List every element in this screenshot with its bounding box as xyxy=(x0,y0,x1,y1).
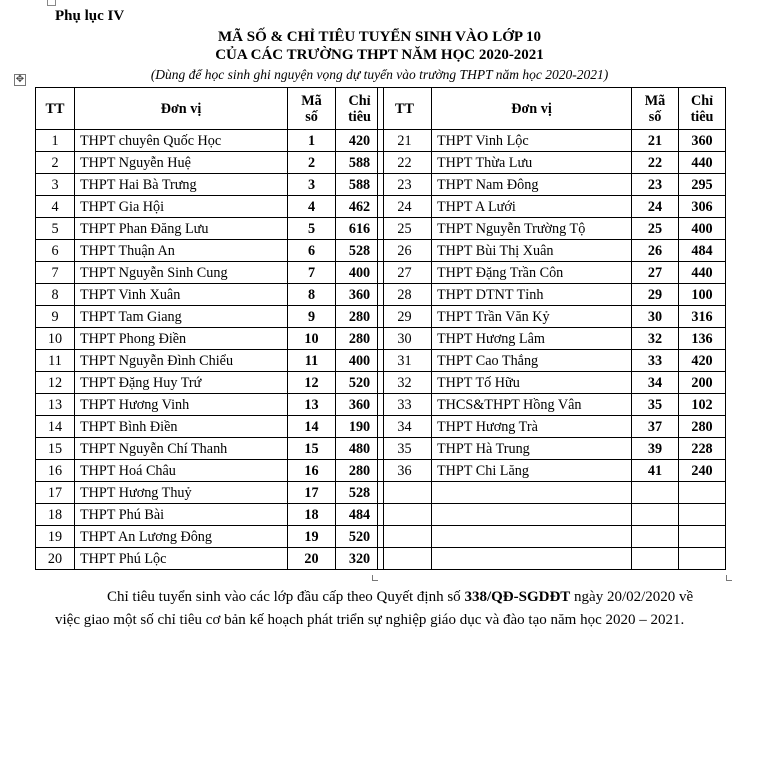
cell-code: 4 xyxy=(288,196,336,218)
cell-code xyxy=(632,504,679,526)
cell-tt: 16 xyxy=(36,460,75,482)
cell-unit xyxy=(432,482,632,504)
cell-unit: THPT Thuận An xyxy=(75,240,288,262)
cell-code: 14 xyxy=(288,416,336,438)
cell-tt: 9 xyxy=(36,306,75,328)
table-row xyxy=(378,174,726,196)
cell-tt: 5 xyxy=(36,218,75,240)
cell-code: 23 xyxy=(632,174,679,196)
table-row xyxy=(378,438,726,460)
cell-tt: 17 xyxy=(36,482,75,504)
cell-tt: 2 xyxy=(36,152,75,174)
cell-code: 30 xyxy=(632,306,679,328)
cell-unit: THPT Nguyễn Chí Thanh xyxy=(75,438,288,460)
cell-quota: 190 xyxy=(336,416,384,438)
cell-quota: 360 xyxy=(336,284,384,306)
cell-unit: THPT Chi Lăng xyxy=(432,460,632,482)
subtitle: (Dùng để học sinh ghi nguyện vọng dự tuyển vào trường THPT năm học 2020-2021) xyxy=(150,67,609,82)
cell-quota: 440 xyxy=(679,262,726,284)
table-row xyxy=(378,350,726,372)
cell-tt: 21 xyxy=(378,130,432,152)
table-header-row xyxy=(378,88,726,130)
table-row xyxy=(36,328,384,350)
table-row xyxy=(378,504,726,526)
title-line-2: CỦA CÁC TRƯỜNG THPT NĂM HỌC 2020-2021 xyxy=(215,47,544,63)
cell-tt: 30 xyxy=(378,328,432,350)
table-row xyxy=(378,460,726,482)
table-row xyxy=(36,284,384,306)
cell-tt xyxy=(378,504,432,526)
cell-code: 22 xyxy=(632,152,679,174)
table-row xyxy=(36,548,384,570)
cell-unit: THCS&THPT Hồng Vân xyxy=(432,394,632,416)
cell-unit: THPT Tam Giang xyxy=(75,306,288,328)
cell-unit: THPT Hương Vinh xyxy=(75,394,288,416)
cell-quota: 528 xyxy=(336,482,384,504)
cell-code: 1 xyxy=(288,130,336,152)
cell-unit: THPT Vinh Lộc xyxy=(432,130,632,152)
cell-unit xyxy=(432,548,632,570)
cell-unit: THPT Bùi Thị Xuân xyxy=(432,240,632,262)
table-row xyxy=(36,174,384,196)
cell-code: 5 xyxy=(288,218,336,240)
cell-quota: 280 xyxy=(679,416,726,438)
cell-tt: 10 xyxy=(36,328,75,350)
cell-quota: 420 xyxy=(679,350,726,372)
decision-number: 338/QĐ-SGDĐT xyxy=(464,589,571,605)
note-text-before: Chỉ tiêu tuyển sinh vào các lớp đầu cấp theo Quyết định số xyxy=(107,589,465,605)
cell-code xyxy=(632,526,679,548)
cell-quota: 400 xyxy=(679,218,726,240)
cell-unit: THPT Phan Đăng Lưu xyxy=(75,218,288,240)
cell-quota: 480 xyxy=(336,438,384,460)
cell-quota: 588 xyxy=(336,174,384,196)
cell-unit: THPT Bình Điền xyxy=(75,416,288,438)
cell-quota: 528 xyxy=(336,240,384,262)
table-end-mark xyxy=(726,575,732,581)
cell-tt: 6 xyxy=(36,240,75,262)
cell-quota: 520 xyxy=(336,526,384,548)
table-row xyxy=(36,196,384,218)
cell-unit xyxy=(432,504,632,526)
table-row xyxy=(378,372,726,394)
cell-code: 6 xyxy=(288,240,336,262)
cell-code: 19 xyxy=(288,526,336,548)
table-row xyxy=(378,526,726,548)
cell-quota: 520 xyxy=(336,372,384,394)
cell-unit: THPT Đặng Huy Trứ xyxy=(75,372,288,394)
cell-code: 27 xyxy=(632,262,679,284)
table-row xyxy=(36,504,384,526)
cell-tt xyxy=(378,548,432,570)
table-row xyxy=(36,438,384,460)
cell-quota: 280 xyxy=(336,328,384,350)
cell-quota: 400 xyxy=(336,350,384,372)
col-unit-header: Đơn vị xyxy=(75,88,288,130)
table-row xyxy=(378,152,726,174)
cell-quota: 295 xyxy=(679,174,726,196)
cell-unit: THPT Đặng Trần Côn xyxy=(432,262,632,284)
table-row xyxy=(36,152,384,174)
cell-code: 24 xyxy=(632,196,679,218)
cell-unit: THPT An Lương Đông xyxy=(75,526,288,548)
cell-unit: THPT Nguyễn Sinh Cung xyxy=(75,262,288,284)
table-row xyxy=(378,394,726,416)
cell-code: 16 xyxy=(288,460,336,482)
cell-quota: 280 xyxy=(336,306,384,328)
cell-tt: 27 xyxy=(378,262,432,284)
table-row xyxy=(378,284,726,306)
cell-quota: 588 xyxy=(336,152,384,174)
cell-tt: 24 xyxy=(378,196,432,218)
col-quota-header: Chỉ tiêu xyxy=(336,88,384,130)
cell-code: 32 xyxy=(632,328,679,350)
cell-unit: THPT Nam Đông xyxy=(432,174,632,196)
cell-unit: THPT Hương Lâm xyxy=(432,328,632,350)
cell-tt: 8 xyxy=(36,284,75,306)
cell-tt: 18 xyxy=(36,504,75,526)
cell-tt: 29 xyxy=(378,306,432,328)
cell-unit: THPT A Lưới xyxy=(432,196,632,218)
cell-tt: 12 xyxy=(36,372,75,394)
cell-quota: 240 xyxy=(679,460,726,482)
cell-code: 35 xyxy=(632,394,679,416)
table-row xyxy=(36,262,384,284)
cell-quota: 280 xyxy=(336,460,384,482)
cell-unit: THPT Phú Bài xyxy=(75,504,288,526)
cell-tt: 35 xyxy=(378,438,432,460)
cell-unit: THPT Hai Bà Trưng xyxy=(75,174,288,196)
cell-unit: THPT Tố Hữu xyxy=(432,372,632,394)
cell-tt: 20 xyxy=(36,548,75,570)
cell-code: 10 xyxy=(288,328,336,350)
cell-tt: 15 xyxy=(36,438,75,460)
table-row xyxy=(378,262,726,284)
table-row xyxy=(36,130,384,152)
cell-tt xyxy=(378,482,432,504)
table-move-handle-icon[interactable]: ✥ xyxy=(15,74,25,85)
cell-quota: 360 xyxy=(336,394,384,416)
table-header-row xyxy=(36,88,384,130)
cell-quota: 102 xyxy=(679,394,726,416)
cell-code: 29 xyxy=(632,284,679,306)
table-row xyxy=(36,394,384,416)
note-paragraph xyxy=(55,586,715,631)
cell-tt: 33 xyxy=(378,394,432,416)
cell-quota: 420 xyxy=(336,130,384,152)
cell-tt: 22 xyxy=(378,152,432,174)
cell-tt: 31 xyxy=(378,350,432,372)
cell-unit: THPT chuyên Quốc Học xyxy=(75,130,288,152)
cell-code xyxy=(632,548,679,570)
cell-code: 20 xyxy=(288,548,336,570)
cell-quota: 136 xyxy=(679,328,726,350)
cell-quota: 360 xyxy=(679,130,726,152)
note-text-after: ngày 20/02/2020 về việc giao một số chỉ tiêu cơ bản kế hoạch phát triển sự nghiệp giáo dục và đào tạo năm học 2020 – 2021. xyxy=(55,589,694,628)
cell-code: 8 xyxy=(288,284,336,306)
cell-quota xyxy=(679,548,726,570)
cell-code: 25 xyxy=(632,218,679,240)
table-row xyxy=(378,328,726,350)
cell-code: 15 xyxy=(288,438,336,460)
quota-table-left xyxy=(35,87,384,570)
table-row xyxy=(36,350,384,372)
cell-quota: 400 xyxy=(336,262,384,284)
cell-code: 21 xyxy=(632,130,679,152)
page-corner-mark xyxy=(47,0,56,6)
cell-quota: 316 xyxy=(679,306,726,328)
cell-tt: 19 xyxy=(36,526,75,548)
cell-unit: THPT Hoá Châu xyxy=(75,460,288,482)
table-row xyxy=(378,416,726,438)
cell-code: 26 xyxy=(632,240,679,262)
cell-code: 13 xyxy=(288,394,336,416)
cell-code: 9 xyxy=(288,306,336,328)
cell-tt: 7 xyxy=(36,262,75,284)
cell-unit: THPT Phong Điền xyxy=(75,328,288,350)
col-tt-header: TT xyxy=(378,88,432,130)
table-row xyxy=(36,416,384,438)
col-unit-header: Đơn vị xyxy=(432,88,632,130)
table-row xyxy=(36,372,384,394)
cell-tt: 23 xyxy=(378,174,432,196)
cell-unit: THPT Thừa Lưu xyxy=(432,152,632,174)
appendix-label: Phụ lục IV xyxy=(55,8,125,24)
cell-tt: 36 xyxy=(378,460,432,482)
table-row xyxy=(378,218,726,240)
table-row xyxy=(36,460,384,482)
table-row xyxy=(36,482,384,504)
cell-unit: THPT Phú Lộc xyxy=(75,548,288,570)
cell-code: 41 xyxy=(632,460,679,482)
cell-tt: 11 xyxy=(36,350,75,372)
cell-tt: 26 xyxy=(378,240,432,262)
cell-tt xyxy=(378,526,432,548)
table-row xyxy=(378,306,726,328)
cell-code xyxy=(632,482,679,504)
cell-code: 39 xyxy=(632,438,679,460)
table-row xyxy=(378,240,726,262)
cell-quota: 100 xyxy=(679,284,726,306)
cell-tt: 14 xyxy=(36,416,75,438)
table-row xyxy=(378,196,726,218)
cell-quota: 440 xyxy=(679,152,726,174)
quota-table-right xyxy=(377,87,726,570)
cell-unit: THPT Hương Thuỷ xyxy=(75,482,288,504)
cell-unit: THPT Nguyễn Huệ xyxy=(75,152,288,174)
cell-quota xyxy=(679,504,726,526)
cell-code: 37 xyxy=(632,416,679,438)
cell-unit: THPT Nguyễn Trường Tộ xyxy=(432,218,632,240)
cell-tt: 4 xyxy=(36,196,75,218)
cell-code: 2 xyxy=(288,152,336,174)
cell-tt: 25 xyxy=(378,218,432,240)
title-line-1: MÃ SỐ & CHỈ TIÊU TUYỂN SINH VÀO LỚP 10 xyxy=(218,29,541,45)
cell-quota: 484 xyxy=(336,504,384,526)
cell-tt: 32 xyxy=(378,372,432,394)
cell-tt: 28 xyxy=(378,284,432,306)
cell-unit: THPT DTNT Tỉnh xyxy=(432,284,632,306)
col-code-header: Mã số xyxy=(632,88,679,130)
cell-unit xyxy=(432,526,632,548)
cell-quota: 462 xyxy=(336,196,384,218)
table-end-mark xyxy=(372,575,378,581)
cell-quota xyxy=(679,526,726,548)
cell-tt: 3 xyxy=(36,174,75,196)
cell-unit: THPT Cao Thắng xyxy=(432,350,632,372)
table-row xyxy=(36,306,384,328)
cell-tt: 13 xyxy=(36,394,75,416)
table-row xyxy=(36,526,384,548)
col-tt-header: TT xyxy=(36,88,75,130)
cell-unit: THPT Hà Trung xyxy=(432,438,632,460)
col-code-header: Mã số xyxy=(288,88,336,130)
cell-quota xyxy=(679,482,726,504)
cell-code: 7 xyxy=(288,262,336,284)
cell-quota: 228 xyxy=(679,438,726,460)
cell-code: 12 xyxy=(288,372,336,394)
table-row xyxy=(378,548,726,570)
cell-code: 34 xyxy=(632,372,679,394)
cell-tt: 1 xyxy=(36,130,75,152)
cell-quota: 320 xyxy=(336,548,384,570)
cell-code: 18 xyxy=(288,504,336,526)
cell-unit: THPT Hương Trà xyxy=(432,416,632,438)
cell-quota: 200 xyxy=(679,372,726,394)
cell-unit: THPT Gia Hội xyxy=(75,196,288,218)
table-row xyxy=(378,130,726,152)
table-row xyxy=(378,482,726,504)
table-row xyxy=(36,240,384,262)
col-quota-header: Chỉ tiêu xyxy=(679,88,726,130)
cell-code: 17 xyxy=(288,482,336,504)
cell-unit: THPT Trần Văn Kỷ xyxy=(432,306,632,328)
cell-tt: 34 xyxy=(378,416,432,438)
cell-code: 11 xyxy=(288,350,336,372)
cell-code: 33 xyxy=(632,350,679,372)
table-row xyxy=(36,218,384,240)
cell-quota: 484 xyxy=(679,240,726,262)
cell-unit: THPT Nguyễn Đình Chiểu xyxy=(75,350,288,372)
cell-code: 3 xyxy=(288,174,336,196)
cell-unit: THPT Vinh Xuân xyxy=(75,284,288,306)
cell-quota: 616 xyxy=(336,218,384,240)
cell-quota: 306 xyxy=(679,196,726,218)
